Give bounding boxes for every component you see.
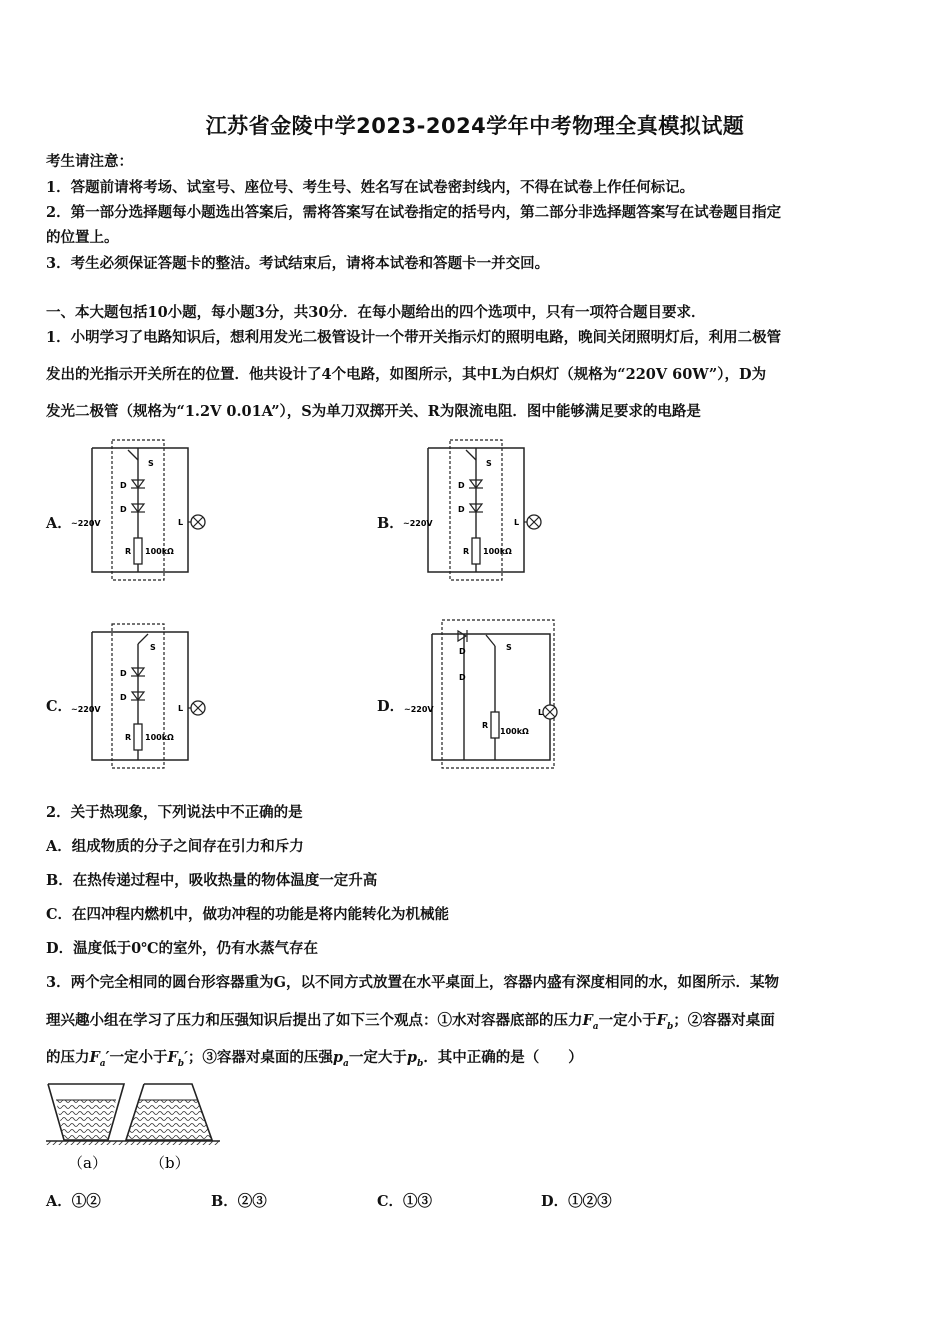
circuit-a bbox=[70, 434, 210, 586]
q3-answer-d: D．①②③ bbox=[541, 1193, 612, 1210]
circuit-a-diode-2-label: D bbox=[120, 505, 127, 514]
circuit-b bbox=[400, 434, 550, 586]
container-a bbox=[48, 1084, 124, 1140]
circuit-a-diode-1-label: D bbox=[120, 481, 127, 490]
circuit-b-lamp-label: L bbox=[514, 518, 520, 527]
circuit-d-diode-label-2: D bbox=[459, 673, 466, 682]
circuit-a-resistor-label: R bbox=[125, 547, 132, 556]
circuit-c-resistor-label: R bbox=[125, 733, 132, 742]
circuit-a-lamp-label: L bbox=[178, 518, 184, 527]
circuit-b-switch-label: S bbox=[486, 459, 492, 468]
q1-line-1: 1．小明学习了电路知识后，想利用发光二极管设计一个带开关指示灯的照明电路，晚间关闭照明灯后，利用二极管 bbox=[46, 329, 782, 346]
q3-answer-a: A．①② bbox=[46, 1193, 101, 1210]
q2-stem: 2．关于热现象，下列说法中不正确的是 bbox=[46, 804, 303, 821]
q3-line-1: 3．两个完全相同的圆台形容器重为G，以不同方式放置在水平桌面上，容器内盛有深度相同的水，如图所示．某物 bbox=[46, 974, 779, 991]
circuit-c-lamp-label: L bbox=[178, 704, 184, 713]
circuit-d-switch-label: S bbox=[506, 643, 512, 652]
circuit-a-switch-label: S bbox=[148, 459, 154, 468]
container-figure bbox=[46, 1080, 222, 1180]
circuit-d-resistor-label: R bbox=[482, 721, 489, 730]
circuit-c-diode-2-label: D bbox=[120, 693, 127, 702]
circuit-a-resistance-label: 100kΩ bbox=[145, 547, 174, 556]
var-p-a: $p_a$ bbox=[332, 1049, 349, 1069]
circuit-d-lamp-label: L bbox=[538, 708, 544, 717]
container-b bbox=[126, 1084, 212, 1140]
page-title: 江苏省金陵中学2023-2024学年中考物理全真模拟试题 bbox=[205, 114, 745, 138]
circuit-a-source-label: ~220V bbox=[71, 519, 101, 528]
q1-line-2: 发出的光指示开关所在的位置．他共设计了4个电路，如图所示，其中L为白炽灯（规格为“220V 60W”），D为 bbox=[46, 366, 767, 383]
q2-option-b: B．在热传递过程中，吸收热量的物体温度一定升高 bbox=[46, 872, 378, 889]
circuit-c-diode-1-label: D bbox=[120, 669, 127, 678]
circuit-c-switch-label: S bbox=[150, 643, 156, 652]
q1-option-b-label: B． bbox=[377, 515, 404, 532]
circuit-c bbox=[70, 620, 210, 772]
q1-line-3: 发光二极管（规格为“1.2V 0.01A”），S为单刀双掷开关、R为限流电阻．图中能够满足要求的电路是 bbox=[46, 403, 701, 420]
section-heading: 一、本大题包括10小题，每小题3分，共30分．在每小题给出的四个选项中，只有一项符合题目要求． bbox=[46, 304, 706, 321]
circuit-d bbox=[400, 616, 565, 772]
q3-line-2: 理兴趣小组在学习了压力和压强知识后提出了如下三个观点：①水对容器底部的压力$F_a$一定小于$F_b$；②容器对桌面 bbox=[46, 1012, 775, 1032]
circuit-b-resistance-label: 100kΩ bbox=[483, 547, 512, 556]
circuit-d-source-label: ~220V bbox=[404, 705, 434, 714]
var-F-a: $F_a$ bbox=[582, 1012, 599, 1032]
q1-option-c-label: C． bbox=[46, 698, 73, 715]
notice-item-3: 3．考生必须保证答题卡的整洁。考试结束后，请将本试卷和答题卡一并交回。 bbox=[46, 255, 550, 272]
circuit-c-resistance-label: 100kΩ bbox=[145, 733, 174, 742]
circuit-d-diode-label: D bbox=[459, 647, 466, 656]
container-b-label: （b） bbox=[150, 1154, 190, 1172]
circuit-b-resistor-label: R bbox=[463, 547, 470, 556]
circuit-c-source-label: ~220V bbox=[71, 705, 101, 714]
var-F-a-prime: $F_a'$ bbox=[89, 1049, 110, 1069]
q3-line-3: 的压力$F_a'$一定小于$F_b'$；③容器对桌面的压强$p_a$一定大于$p_b$．其中正确的是（ ） bbox=[46, 1049, 583, 1069]
q2-option-d: D．温度低于0℃的室外，仍有水蒸气存在 bbox=[46, 940, 319, 957]
var-p-b: $p_b$ bbox=[406, 1049, 424, 1069]
notice-item-2-cont: 的位置上。 bbox=[46, 229, 119, 246]
circuit-b-diode-1-label: D bbox=[458, 481, 465, 490]
q3-answer-b: B．②③ bbox=[211, 1193, 267, 1210]
circuit-d-resistance-label: 100kΩ bbox=[500, 727, 529, 736]
notice-heading: 考生请注意： bbox=[46, 153, 133, 170]
circuit-b-source-label: ~220V bbox=[403, 519, 433, 528]
q2-option-a: A．组成物质的分子之间存在引力和斥力 bbox=[46, 838, 304, 855]
q3-answer-c: C．①③ bbox=[377, 1193, 433, 1210]
circuit-b-diode-2-label: D bbox=[458, 505, 465, 514]
container-a-label: （a） bbox=[68, 1154, 107, 1172]
notice-item-2: 2．第一部分选择题每小题选出答案后，需将答案写在试卷指定的括号内，第二部分非选择题答案写在试卷题目指定 bbox=[46, 204, 782, 221]
notice-item-1: 1．答题前请将考场、试室号、座位号、考生号、姓名写在试卷密封线内，不得在试卷上作任何标记。 bbox=[46, 179, 695, 196]
q2-option-c: C．在四冲程内燃机中，做功冲程的功能是将内能转化为机械能 bbox=[46, 906, 450, 923]
var-F-b: $F_b$ bbox=[656, 1012, 674, 1032]
q1-option-a-label: A． bbox=[46, 515, 72, 532]
q1-option-d-label: D． bbox=[377, 698, 405, 715]
var-F-b-prime: $F_b'$ bbox=[167, 1049, 188, 1069]
